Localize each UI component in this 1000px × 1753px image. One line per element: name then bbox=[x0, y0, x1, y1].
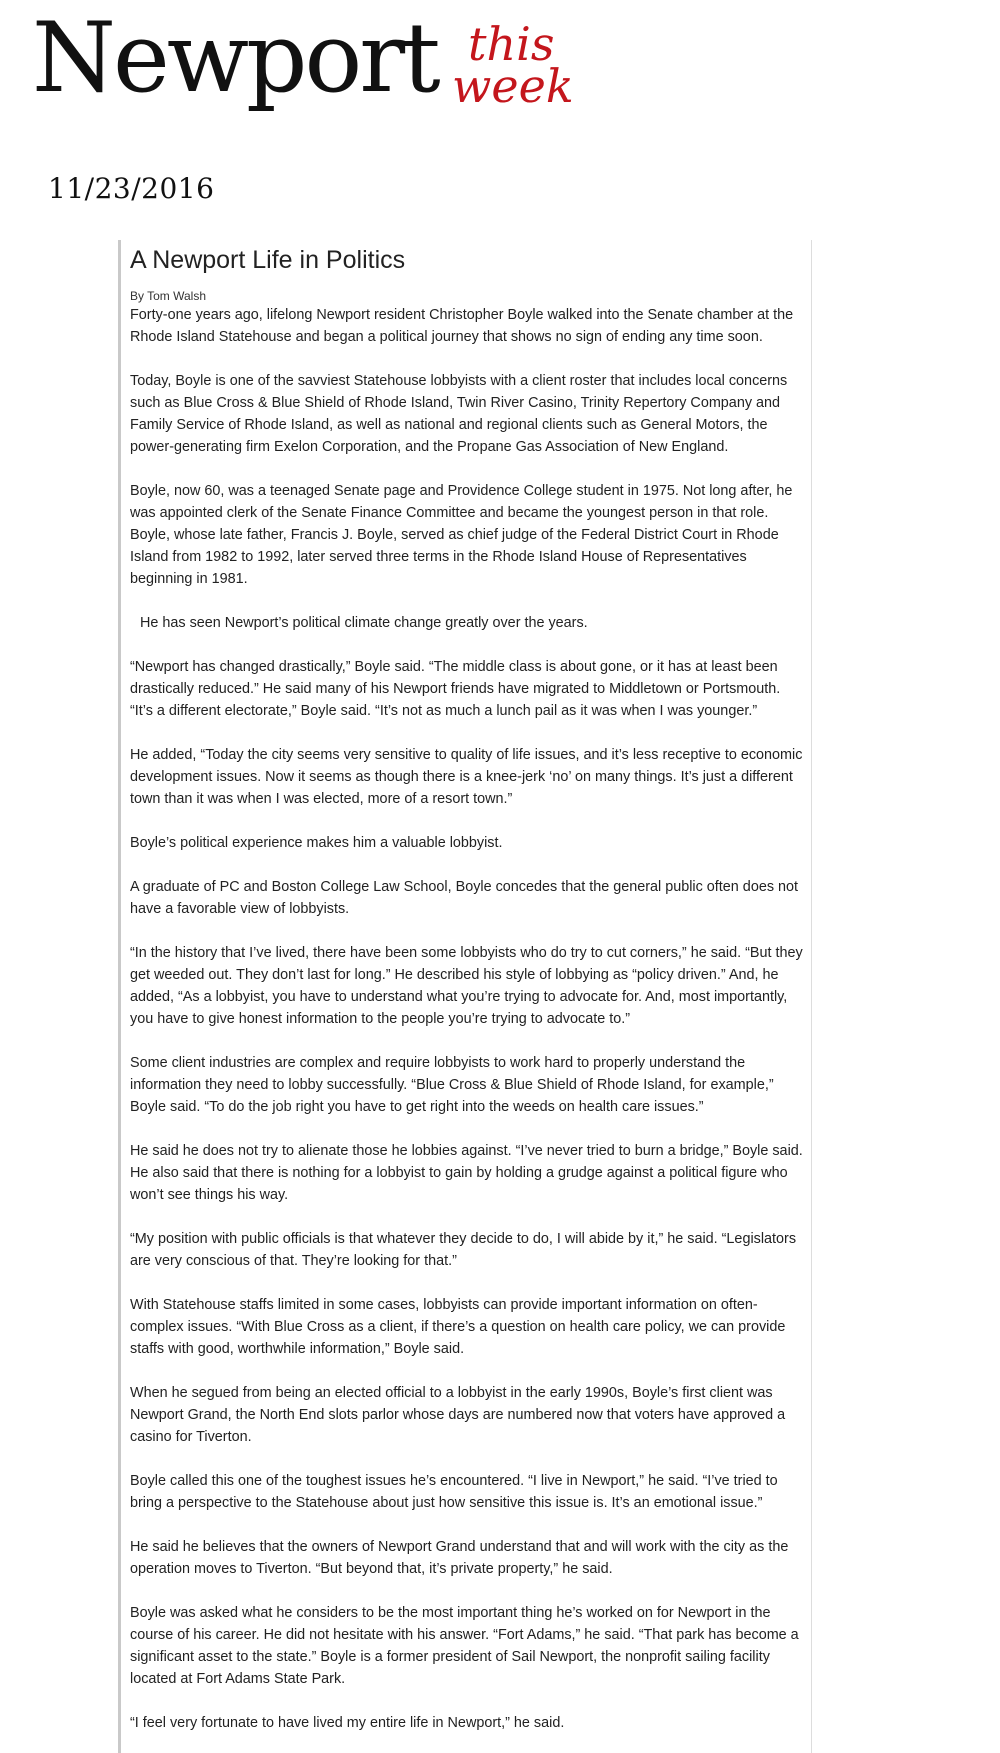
article-paragraph: “Newport has changed drastically,” Boyle said. “The middle class is about gone, or it has at least been drastically reduced.” He said many of his Newport friends have migrated to Middletown or Portsmouth. “It’s a different electorate,” Boyle said. “It’s not as much a lunch pail as it was when I was younger.” bbox=[130, 659, 781, 719]
article-paragraph: “In the history that I’ve lived, there have been some lobbyists who do try to cut corners,” he said. “But they get weeded out. They don’t last for long.” He described his style of lobbying as “policy driven.” And, he added, “As a lobbyist, you have to understand what you’re trying to advocate for. And, most importantly, you have to give honest information to the people you’re trying to advocate to.” bbox=[130, 945, 803, 1027]
article-paragraph: With Statehouse staffs limited in some cases, lobbyists can provide important information on often-complex issues. “With Blue Cross as a client, if there’s a question on health care policy, we can provide staffs with good, worthwhile information,” Boyle said. bbox=[130, 1297, 786, 1357]
article-paragraph: He said he believes that the owners of Newport Grand understand that and will work with the city as the operation moves to Tiverton. “But beyond that, it’s private property,” he said. bbox=[130, 1539, 789, 1577]
article-body bbox=[130, 304, 803, 1734]
article-paragraph: Boyle’s political experience makes him a valuable lobbyist. bbox=[130, 835, 503, 851]
article-paragraph: He added, “Today the city seems very sensitive to quality of life issues, and it’s less receptive to economic development issues. Now it seems as though there is a knee-jerk ‘no’ on many things. It’s just a different town than it was when I was elected, more of a resort town.” bbox=[130, 747, 803, 807]
article-title: A Newport Life in Politics bbox=[130, 246, 406, 274]
issue-date: 11/23/2016 bbox=[48, 172, 215, 205]
article-paragraph: He has seen Newport’s political climate change greatly over the years. bbox=[140, 615, 588, 631]
article bbox=[118, 240, 812, 1753]
article-paragraph: Boyle, now 60, was a teenaged Senate page and Providence College student in 1975. Not long after, he was appointed clerk of the Senate Finance Committee and became the youngest person in that role. Boyle, whose late father, Francis J. Boyle, served as chief judge of the Federal District Court in Rhode Island from 1982 to 1992, later served three terms in the Rhode Island House of Representatives beginning in 1981. bbox=[130, 483, 793, 587]
article-paragraph: When he segued from being an elected official to a lobbyist in the early 1990s, Boyle’s first client was Newport Grand, the North End slots parlor whose days are numbered now that voters have approved a casino for Tiverton. bbox=[130, 1385, 786, 1445]
article-paragraph: A graduate of PC and Boston College Law School, Boyle concedes that the general public often does not have a favorable view of lobbyists. bbox=[130, 879, 799, 917]
article-paragraph: “I feel very fortunate to have lived my entire life in Newport,” he said. bbox=[130, 1715, 565, 1731]
article-paragraph: Today, Boyle is one of the savviest Statehouse lobbyists with a client roster that includes local concerns such as Blue Cross & Blue Shield of Rhode Island, Twin River Casino, Trinity Repertory Company and Family Service of Rhode Island, as well as national and regional clients such as General Motors, the power-generating firm Exelon Corporation, and the Propane Gas Association of New England. bbox=[130, 373, 788, 455]
article-paragraph: Forty-one years ago, lifelong Newport resident Christopher Boyle walked into the Senate chamber at the Rhode Island Statehouse and began a political journey that shows no sign of ending any time soon. bbox=[130, 307, 794, 345]
masthead-name: Newport bbox=[32, 2, 438, 114]
masthead-tagline bbox=[450, 16, 630, 116]
article-byline: By Tom Walsh bbox=[130, 289, 207, 303]
article-paragraph: Boyle called this one of the toughest issues he’s encountered. “I live in Newport,” he said. “I’ve tried to bring a perspective to the Statehouse about just how sensitive this issue is. It’s an emotional issue.” bbox=[130, 1473, 778, 1511]
article-paragraph: He said he does not try to alienate those he lobbies against. “I’ve never tried to burn a bridge,” Boyle said. He also said that there is nothing for a lobbyist to gain by holding a grudge against a political figure who won’t see things his way. bbox=[130, 1143, 803, 1203]
masthead-tagline-week: week bbox=[452, 59, 574, 113]
masthead-tagline-this: this bbox=[468, 17, 555, 71]
article-paragraph: Some client industries are complex and require lobbyists to work hard to properly understand the information they need to lobby successfully. “Blue Cross & Blue Shield of Rhode Island, for example,” Boyle said. “To do the job right you have to get right into the weeds on health care issues.” bbox=[130, 1055, 774, 1115]
article-paragraph: “My position with public officials is that whatever they decide to do, I will abide by it,” he said. “Legislators are very conscious of that. They’re looking for that.” bbox=[130, 1231, 797, 1269]
masthead-logo bbox=[32, 2, 592, 130]
article-paragraph: Boyle was asked what he considers to be the most important thing he’s worked on for Newport in the course of his career. He did not hesitate with his answer. “Fort Adams,” he said. “That park has become a significant asset to the state.” Boyle is a former president of Sail Newport, the nonprofit sailing facility located at Fort Adams State Park. bbox=[130, 1605, 799, 1687]
